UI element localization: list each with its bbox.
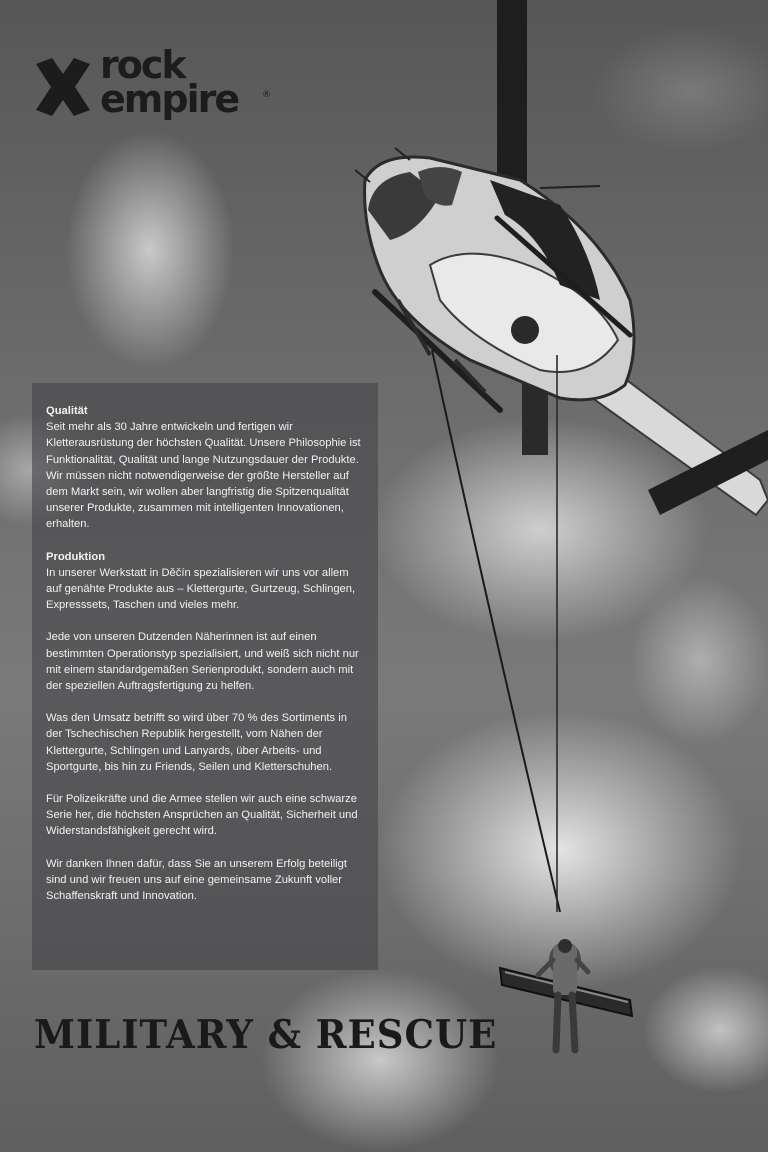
paragraph: Jede von unseren Dutzenden Näherinnen ist auf einen bestimmten Operationstyp spezialisiert, und weiß sich nicht nur mit einem standardgemäßen Serienprodukt, sondern auch mit der speziellen Auftragsfertigung zu helfen. <box>46 631 359 693</box>
rotor-blade <box>497 0 527 190</box>
registered-mark: ® <box>262 90 271 100</box>
paragraph: In unserer Werkstatt in Děčín spezialisieren wir uns vor allem auf genähte Produkte aus – Klettergurte, Gurtzeug, Schlingen, Expresssets, Taschen und vieles mehr. <box>46 566 356 612</box>
x-cross-icon <box>30 54 96 120</box>
section-produktion <box>46 549 364 905</box>
logo-line-rock: rock <box>100 43 185 87</box>
belly-hatch <box>511 316 539 344</box>
logo-line-empire: empire <box>100 77 239 121</box>
rescuer-with-stretcher <box>500 939 632 1050</box>
logo-wordmark <box>100 43 239 121</box>
section-heading-produktion: Produktion <box>46 550 106 563</box>
paragraph: Seit mehr als 30 Jahre entwickeln und fertigen wir Kletterausrüstung der höchsten Qualität. Unsere Philosophie ist Funktionalität, Qualität und lange Nutzungsdauer der Produkte. Wir müssen nicht notwendigerweise der größte Hersteller auf dem Markt sein, wir wollen aber langfristig die Spitzenqualität unserer Produkte, zusammen mit intelligenten Innovationen, erhalten. <box>46 421 361 531</box>
rock-empire-logo <box>30 43 280 128</box>
section-heading-qualitaet: Qualität <box>46 405 88 417</box>
paragraph: Was den Umsatz betrifft so wird über 70 % des Sortiments in der Tschechischen Republik hergestellt, vom Nähen der Klettergurte, Schlingen und Lanyards, über Arbeits- und Sportgurte, bis hin zu Friends, Seilen und Kletterschuhen. <box>46 712 347 773</box>
section-qualitaet <box>46 403 364 533</box>
paragraph: Für Polizeikräfte und die Armee stellen wir auch eine schwarze Serie her, die höchsten Ansprüchen an Qualität, Sicherheit und Widerstandsfähigkeit gerecht wird. <box>46 793 358 838</box>
paragraph: Wir danken Ihnen dafür, dass Sie an unserem Erfolg beteiligt sind und wir freuen uns auf eine gemeinsame Zukunft voller Schaffenskraft und Innovation. <box>46 857 347 903</box>
headline-military-rescue: MILITARY & RESCUE <box>34 1012 498 1058</box>
info-text-panel <box>32 383 378 970</box>
